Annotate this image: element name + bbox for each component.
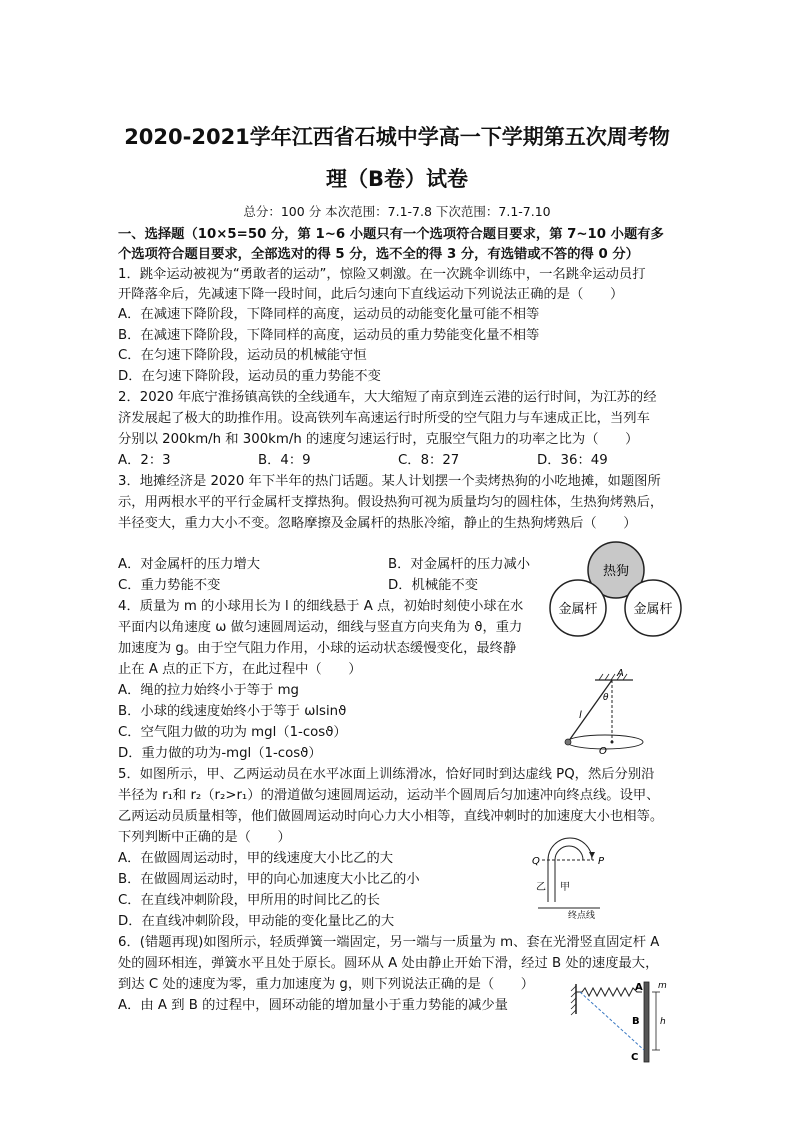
- label-c: C: [631, 1052, 639, 1063]
- exam-meta: 总分：100 分 本次范围：7.1-7.8 下次范围：7.1-7.10: [243, 204, 551, 219]
- q2-option-a: A．2：3: [118, 453, 171, 468]
- hotdog-label: 热狗: [602, 564, 630, 579]
- q2-stem-line1: 2．2020 年底宁淮扬镇高铁的全线通车，大大缩短了南京到连云港的运行时间，为江苏的经: [118, 390, 657, 405]
- q6-stem-line1: 6．(错题再现)如图所示，轻质弹簧一端固定，另一端与一质量为 m、套在光滑竖直固定杆 A: [118, 935, 660, 950]
- label-yi: 乙: [536, 882, 546, 893]
- q2-option-c: C．8：27: [398, 453, 460, 468]
- q5-option-d: D．在直线冲刺阶段，甲动能的变化量比乙的大: [118, 914, 395, 929]
- label-a: A: [635, 982, 643, 993]
- label-m: m: [658, 981, 667, 991]
- q4-option-b: B．小球的线速度始终小于等于 ωlsinϑ: [118, 704, 347, 719]
- q5-stem-line2: 半径为 r₁和 r₂（r₂>r₁）的滑道做匀速圆周运动，运动半个圆周后匀加速冲向终点线。设甲、: [118, 788, 660, 803]
- q1-option-d: D．在匀速下降阶段，运动员的重力势能不变: [118, 369, 381, 384]
- q6-stem-line3: 到达 C 处的速度为零，重力加速度为 g，则下列说法正确的是（ ）: [118, 977, 535, 992]
- q4-option-c: C．空气阻力做的功为 mgl（1-cosϑ）: [118, 725, 347, 740]
- q1-option-b: B．在减速下降阶段，下降同样的高度，运动员的重力势能变化量不相等: [118, 328, 540, 343]
- label-theta: θ: [603, 693, 609, 703]
- q2-option-b: B．4：9: [258, 453, 311, 468]
- q2-option-d: D．36：49: [537, 453, 608, 468]
- label-p: P: [598, 856, 605, 867]
- label-l: l: [579, 710, 582, 721]
- q4-option-d: D．重力做的功为-mgl（1-cosϑ）: [118, 746, 322, 761]
- q3-option-c: C．重力势能不变: [118, 578, 221, 593]
- q3-stem-line1: 3．地摊经济是 2020 年下半年的热门话题。某人计划摆一个卖烤热狗的小吃地摊，如题图所: [118, 474, 661, 489]
- q1-stem-line1: 1．跳伞运动被视为“勇敢者的运动”，惊险又刺激。在一次跳伞训练中，一名跳伞运动员打: [118, 267, 646, 282]
- skating-figure: [530, 832, 640, 920]
- q5-option-b: B．在做圆周运动时，甲的向心加速度大小比乙的小: [118, 872, 420, 887]
- q6-stem-line2: 处的圆环相连，弹簧水平且处于原长。圆环从 A 处由静止开始下滑，经过 B 处的速度最大，: [118, 956, 659, 971]
- label-jia: 甲: [560, 882, 570, 893]
- center-point: [611, 741, 614, 744]
- q3-option-a: A．对金属杆的压力增大: [118, 557, 261, 572]
- spring: [576, 988, 642, 996]
- q5-option-a: A．在做圆周运动时，甲的线速度大小比乙的大: [118, 851, 394, 866]
- track-inner: [555, 846, 583, 902]
- q1-option-a: A．在减速下降阶段，下降同样的高度，运动员的动能变化量可能不相等: [118, 307, 540, 322]
- q1-option-c: C．在匀速下降阶段，运动员的机械能守恒: [118, 348, 367, 363]
- label-finish: 终点线: [568, 911, 596, 920]
- pendulum-figure: [555, 668, 655, 758]
- hotdog-figure: [545, 540, 685, 645]
- q2-stem-line3: 分别以 200km/h 和 300km/h 的速度匀速运行时，克服空气阻力的功率之比为（ ）: [118, 432, 639, 447]
- rod-right-label: 金属杆: [633, 602, 673, 617]
- exam-title-line2: 理（B卷）试卷: [325, 167, 468, 191]
- q4-stem-line1: 4．质量为 m 的小球用长为 l 的细线悬于 A 点，初始时刻使小球在水: [118, 599, 524, 614]
- q5-stem-line4: 下列判断中正确的是（ ）: [118, 830, 291, 845]
- q4-option-a: A．绳的拉力始终小于等于 mg: [118, 683, 299, 698]
- q5-option-c: C．在直线冲刺阶段，甲所用的时间比乙的长: [118, 893, 380, 908]
- q3-option-d: D．机械能不变: [388, 578, 479, 593]
- label-h: h: [660, 1017, 666, 1027]
- q3-stem-line2: 示，用两根水平的平行金属杆支撑热狗。假设热狗可视为质量均匀的圆柱体，生热狗烤熟后，: [118, 495, 664, 510]
- q4-stem-line3: 加速度为 g。由于空气阻力作用，小球的运动状态缓慢变化，最终静: [118, 641, 517, 656]
- label-a: A: [617, 668, 624, 679]
- spring-rod-figure: [568, 978, 680, 1066]
- ball: [565, 739, 571, 745]
- label-q: Q: [532, 856, 540, 867]
- q6-option-a: A．由 A 到 B 的过程中，圆环动能的增加量小于重力势能的减少量: [118, 998, 508, 1013]
- section-heading-line2: 个选项符合题目要求，全部选对的得 5 分，选不全的得 3 分，有选错或不答的得 0 分）: [118, 247, 639, 262]
- arrow-head: [589, 852, 595, 858]
- q5-stem-line3: 乙两运动员质量相等，他们做圆周运动时向心力大小相等，直线冲刺时的加速度大小也相等。: [118, 809, 664, 824]
- exam-title-line1: 2020-2021学年江西省石城中学高一下学期第五次周考物: [124, 125, 670, 149]
- q3-option-b: B．对金属杆的压力减小: [388, 557, 531, 572]
- q5-stem-line1: 5．如图所示，甲、乙两运动员在水平冰面上训练滑冰，恰好同时到达虚线 PQ，然后分别沿: [118, 767, 655, 782]
- q4-stem-line2: 平面内以角速度 ω 做匀速圆周运动，细线与竖直方向夹角为 ϑ，重力: [118, 620, 523, 635]
- string-line: [568, 680, 612, 742]
- q4-stem-line4: 止在 A 点的正下方，在此过程中（ ）: [118, 662, 362, 677]
- q1-stem-line2: 开降落伞后，先减速下降一段时间，此后匀速向下直线运动下列说法正确的是（ ）: [118, 287, 624, 302]
- rod-left-label: 金属杆: [558, 602, 598, 617]
- q2-stem-line2: 济发展起了极大的助推作用。设高铁列车高速运行时所受的空气阻力与车速成正比，当列车: [118, 411, 650, 426]
- section-heading-line1: 一、选择题（10×5=50 分，第 1~6 小题只有一个选项符合题目要求，第 7~10 小题有多: [118, 227, 664, 242]
- vertical-rod: [644, 982, 649, 1062]
- label-o: O: [599, 746, 607, 757]
- label-b: B: [632, 1016, 640, 1027]
- q3-stem-line3: 半径变大，重力大小不变。忽略摩擦及金属杆的热胀冷缩，静止的生热狗烤熟后（ ）: [118, 516, 637, 531]
